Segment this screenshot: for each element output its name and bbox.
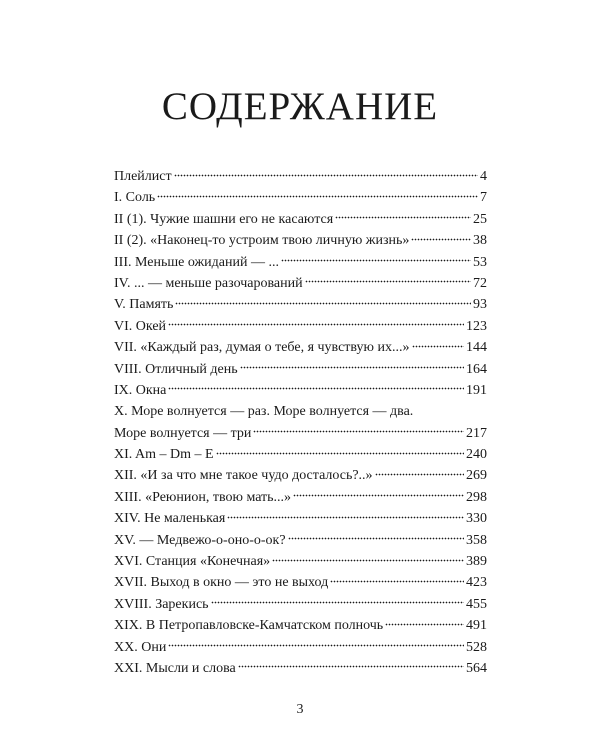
toc-entry-title: XIII. «Реюнион, твою мать...» xyxy=(114,489,292,505)
dot-leader xyxy=(168,387,464,391)
toc-entry-title: VII. «Каждый раз, думая о тебе, я чувствую их...» xyxy=(114,340,410,356)
toc-entry xyxy=(114,230,487,251)
toc-entry-page: 25 xyxy=(473,211,487,227)
toc-entry xyxy=(114,444,487,465)
toc-entry-title: XI. Am – Dm – E xyxy=(114,447,214,463)
page-title: СОДЕРЖАНИЕ xyxy=(161,85,439,128)
dot-leader xyxy=(288,537,464,541)
toc-entry-title: XIV. Не маленькая xyxy=(114,511,226,527)
dot-leader xyxy=(216,451,464,455)
toc-entry-page: 269 xyxy=(466,468,487,484)
toc-entry xyxy=(114,252,487,273)
toc-entry xyxy=(114,273,487,294)
dot-leader xyxy=(412,344,464,348)
dot-leader xyxy=(227,515,464,519)
dot-leader xyxy=(157,194,478,198)
toc-entry xyxy=(114,465,487,486)
toc-entry-title: VI. Окей xyxy=(114,318,167,334)
dot-leader xyxy=(168,644,464,648)
toc-entry-page: 389 xyxy=(466,554,487,570)
toc-entry-page: 423 xyxy=(466,575,487,591)
toc-entry-page: 38 xyxy=(473,233,487,249)
toc-entry-page: 240 xyxy=(466,447,487,463)
toc-entry xyxy=(114,166,487,187)
toc-entry-title: XIX. В Петропавловске-Камчатском полночь xyxy=(114,618,384,634)
dot-leader xyxy=(330,579,464,583)
toc-entry-title: V. Память xyxy=(114,297,174,313)
toc-entry-title: VIII. Отличный день xyxy=(114,361,238,377)
toc-entry-title: I. Соль xyxy=(114,190,156,206)
toc-entry xyxy=(114,423,487,444)
toc-entry-page: 7 xyxy=(480,190,487,206)
toc-entry xyxy=(114,594,487,615)
toc-entry-title: XXI. Мысли и слова xyxy=(114,660,236,676)
toc-entry-page: 330 xyxy=(466,511,487,527)
page-number: 3 xyxy=(296,702,304,717)
toc-entry-page: 164 xyxy=(466,361,487,377)
toc-entry-title: XII. «И за что мне такое чудо досталось?..» xyxy=(114,468,373,484)
toc-entry-title: XVII. Выход в окно — это не выход xyxy=(114,575,329,591)
toc-entry xyxy=(114,615,487,636)
dot-leader xyxy=(335,216,471,220)
dot-leader xyxy=(375,472,464,476)
dot-leader xyxy=(305,280,471,284)
toc-entry-page: 455 xyxy=(466,596,487,612)
toc-entry xyxy=(114,294,487,315)
dot-leader xyxy=(211,601,464,605)
toc-entry-title: XVI. Станция «Конечная» xyxy=(114,554,271,570)
toc-entry-title: Море волнуется — три xyxy=(114,425,252,441)
dot-leader xyxy=(411,237,471,241)
toc-entry-page: 53 xyxy=(473,254,487,270)
toc-entry xyxy=(114,359,487,380)
toc-entry xyxy=(114,658,487,679)
toc-entry-title-first-line: X. Море волнуется — раз. Море волнуется — два. xyxy=(114,404,414,420)
toc-entry-title: XX. Они xyxy=(114,639,167,655)
toc-entry-page: 123 xyxy=(466,318,487,334)
toc-entry xyxy=(114,508,487,529)
dot-leader xyxy=(385,622,464,626)
toc-entry xyxy=(114,187,487,208)
toc-entry xyxy=(114,572,487,593)
toc-entry-page: 491 xyxy=(466,618,487,634)
toc-entry-page: 93 xyxy=(473,297,487,313)
toc-entry xyxy=(114,316,487,337)
toc-entry-page: 358 xyxy=(466,532,487,548)
toc-entry-title: IX. Окна xyxy=(114,382,167,398)
dot-leader xyxy=(293,494,464,498)
toc-entry xyxy=(114,209,487,230)
table-of-contents xyxy=(114,166,487,679)
toc-entry-page: 72 xyxy=(473,275,487,291)
toc-entry-title: Плейлист xyxy=(114,169,172,184)
toc-entry-title: III. Меньше ожиданий — ... xyxy=(114,254,279,270)
toc-entry-title: II (1). Чужие шашни его не касаются xyxy=(114,211,334,227)
dot-leader xyxy=(253,430,464,434)
toc-entry-page: 191 xyxy=(466,382,487,398)
dot-leader xyxy=(272,558,464,562)
toc-entry-page: 217 xyxy=(466,425,487,441)
toc-entry-page: 564 xyxy=(466,660,487,676)
dot-leader xyxy=(238,665,464,669)
toc-entry-title: II (2). «Наконец-то устроим твою личную жизнь» xyxy=(114,233,410,249)
dot-leader xyxy=(168,323,464,327)
toc-entry xyxy=(114,337,487,358)
toc-entry-page: 298 xyxy=(466,489,487,505)
toc-entry xyxy=(114,380,487,401)
toc-entry-page: 528 xyxy=(466,639,487,655)
toc-entry xyxy=(114,487,487,508)
dot-leader xyxy=(174,173,478,177)
dot-leader xyxy=(281,259,471,263)
toc-entry-page: 4 xyxy=(480,169,487,184)
dot-leader xyxy=(175,301,471,305)
dot-leader xyxy=(240,366,464,370)
toc-entry-title: XV. — Медвежо-о-оно-о-ок? xyxy=(114,532,286,548)
toc-entry xyxy=(114,551,487,572)
toc-entry xyxy=(114,637,487,658)
toc-entry-title: XVIII. Зарекись xyxy=(114,596,209,612)
toc-entry-title: IV. ... — меньше разочарований xyxy=(114,275,303,291)
toc-entry-page: 144 xyxy=(466,340,487,356)
toc-entry xyxy=(114,530,487,551)
